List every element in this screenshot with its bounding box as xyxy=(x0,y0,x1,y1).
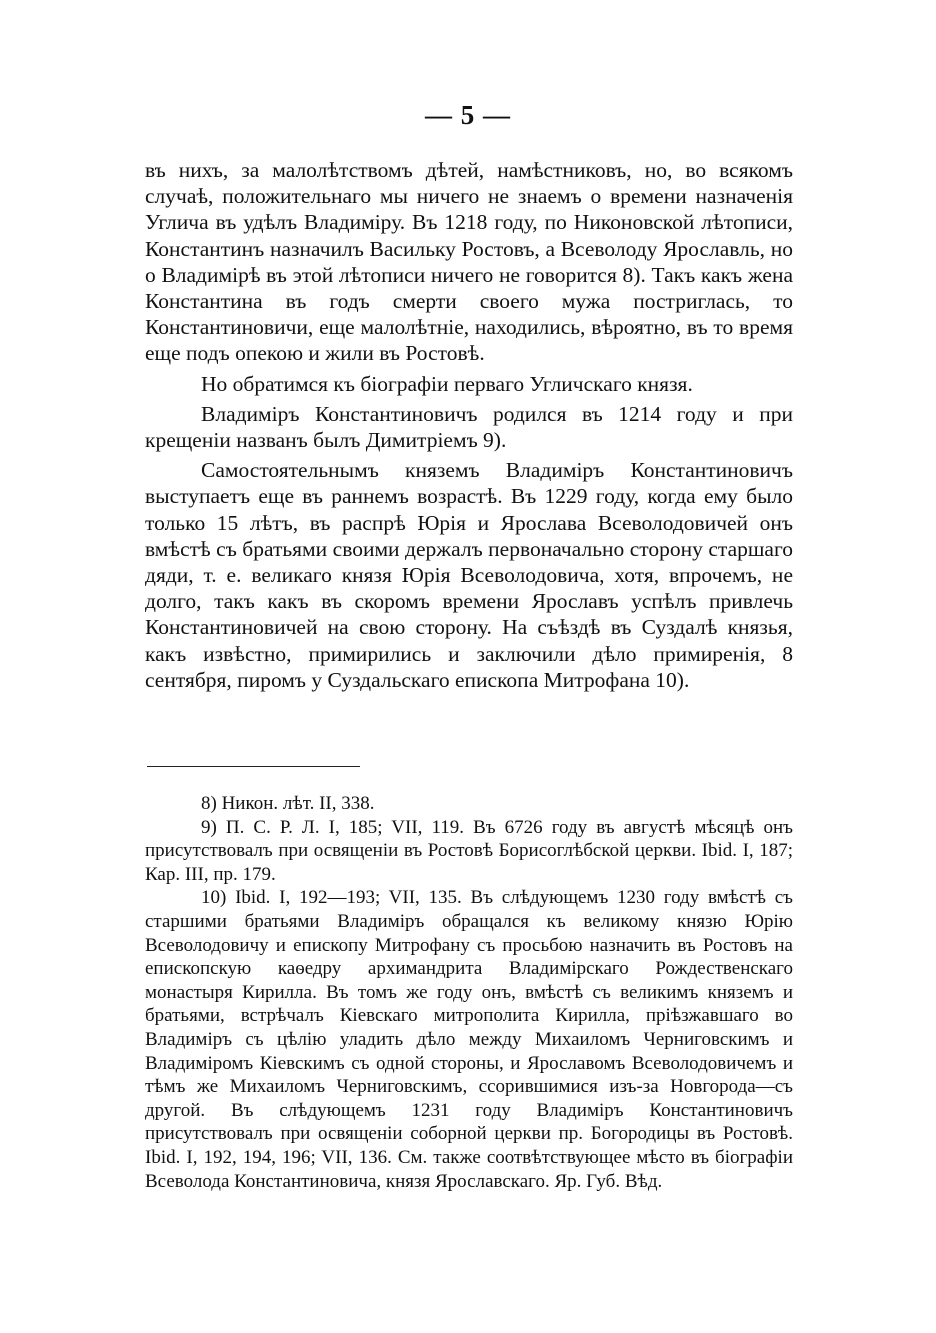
footnote-8: 8) Никон. лѣт. II, 338. xyxy=(201,793,375,814)
paragraph-4: Самостоятельнымъ княземъ Владиміръ Константиновичъ выступаетъ еще въ раннемъ возрастѣ. Въ 1229 году, когда ему было только 15 лѣтъ, въ распрѣ Юрія и Ярослава Всеволодовичей онъ вмѣстѣ съ братьями своими держалъ первоначально сторону старшаго дяди, т. е. великаго князя Юрія Всеволодовича, хотя, впрочемъ, не долго, такъ какъ въ скоромъ времени Ярославъ успѣлъ привлечь Константиновичей на свою сторону. На съѣздѣ въ Суздалѣ князья, какъ извѣстно, примирились и заключили дѣло примиренія, 8 сентября, пиромъ у Суздальскаго епископа Митрофана 10). xyxy=(145,458,793,692)
main-text xyxy=(145,157,793,693)
footnote-separator xyxy=(147,766,360,767)
footnotes xyxy=(145,792,793,1193)
paragraph-2: Но обратимся къ біографіи перваго Угличскаго князя. xyxy=(201,371,693,396)
footnote-10: 10) Ibid. I, 192—193; VII, 135. Въ слѣдующемъ 1230 году вмѣстѣ съ старшими братьями Владиміръ обращался къ великому князю Юрію Всеволодовичу и епископу Митрофану съ просьбою назначить въ Ростовъ на епископскую каѳедру архимандрита Владимірскаго Рождественскаго монастыря Кирилла. Въ томъ же году онъ, вмѣстѣ съ великимъ княземъ и братьями, встрѣчалъ Кіевскаго митрополита Кирилла, пріѣзжавшаго во Владиміръ съ цѣлію уладить дѣло между Михаиломъ Черниговскимъ и Владиміромъ Кіевскимъ съ одной стороны, и Ярославомъ Всеволодовичемъ и тѣмъ же Михаиломъ Черниговскимъ, ссорившимися изъ-за Новгорода—съ другой. Въ слѣдующемъ 1231 году Владиміръ Константиновичъ присутствовалъ при освященіи соборной церкви пр. Богородицы въ Ростовѣ. Ibid. I, 192, 194, 196; VII, 136. См. также соотвѣтствующее мѣсто въ біографіи Всеволода Константиновича, князя Ярославскаго. Яр. Губ. Вѣд. xyxy=(145,887,793,1192)
page-number: — 5 — xyxy=(425,100,511,130)
paragraph-3: Владиміръ Константиновичъ родился въ 1214 году и при крещеніи названъ былъ Димитріемъ 9). xyxy=(145,401,793,453)
footnote-9: 9) П. С. Р. Л. I, 185; VII, 119. Въ 6726 году въ августѣ мѣсяцѣ онъ присутствовалъ при освященіи въ Ростовѣ Борисоглѣбской церкви. Ibid. I, 187; Кар. III, пр. 179. xyxy=(145,816,793,885)
paragraph-1: въ нихъ, за малолѣтствомъ дѣтей, намѣстниковъ, но, во всякомъ случаѣ, положительнаго мы ничего не знаемъ о времени назначенія Углича въ удѣлъ Владиміру. Въ 1218 году, по Никоновской лѣтописи, Константинъ назначилъ Васильку Ростовъ, а Всеволоду Ярославль, но о Владимірѣ въ этой лѣтописи ничего не говорится 8). Такъ какъ жена Константина въ годъ смерти своего мужа постриглась, то Константиновичи, еще малолѣтніе, находились, вѣроятно, въ то время еще подъ опекою и жили въ Ростовѣ. xyxy=(145,158,793,366)
